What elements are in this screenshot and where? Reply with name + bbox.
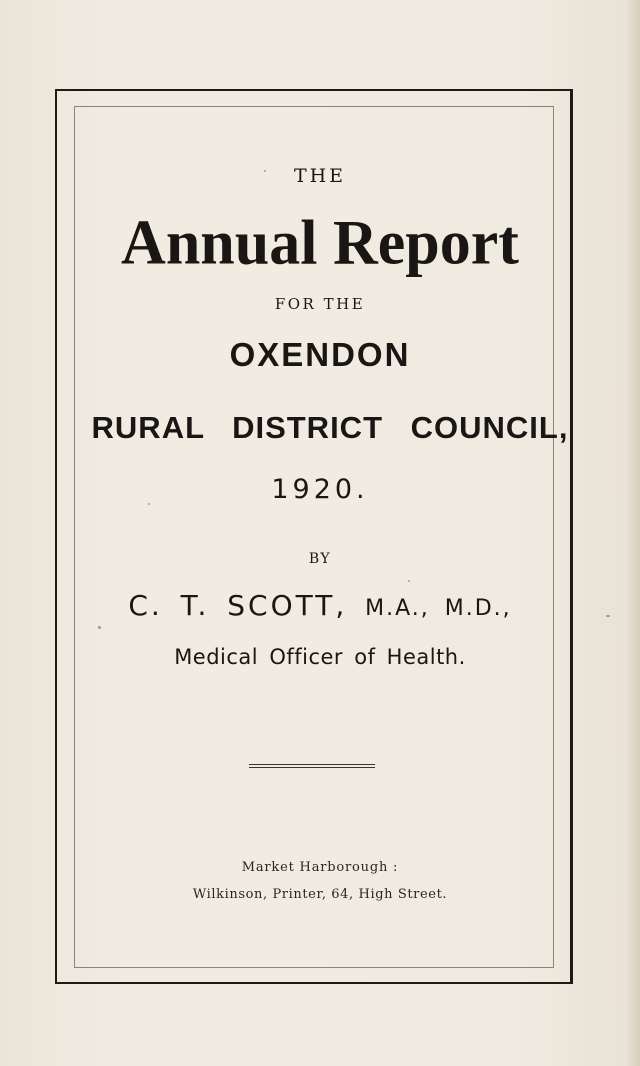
for-the-text: FOR THE — [274, 295, 366, 313]
report-title: Annual Report — [121, 208, 519, 278]
by-text: BY — [308, 551, 332, 567]
district-name: OXENDON — [229, 336, 411, 373]
author-name: C. T. SCOTT, — [128, 589, 348, 622]
the-heading: THE — [293, 165, 347, 187]
paper-speck — [264, 170, 266, 172]
paper-speck — [408, 580, 410, 582]
paper-speck — [98, 626, 101, 629]
council-name: RURAL DISTRICT COUNCIL, — [91, 410, 569, 445]
double-rule-bottom — [249, 767, 375, 768]
report-year: 1920. — [271, 474, 369, 505]
author-role: Medical Officer of Health. — [174, 645, 466, 669]
paper-speck — [148, 503, 150, 505]
publisher-place: Market Harborough : — [241, 860, 399, 875]
paper-speck — [606, 615, 610, 617]
page-edge-shadow — [626, 0, 640, 1066]
author-line — [0, 589, 640, 622]
author-degrees: M.A., M.D., — [365, 596, 512, 621]
double-rule-top — [249, 764, 375, 765]
printer-imprint: Wilkinson, Printer, 64, High Street. — [192, 887, 448, 902]
